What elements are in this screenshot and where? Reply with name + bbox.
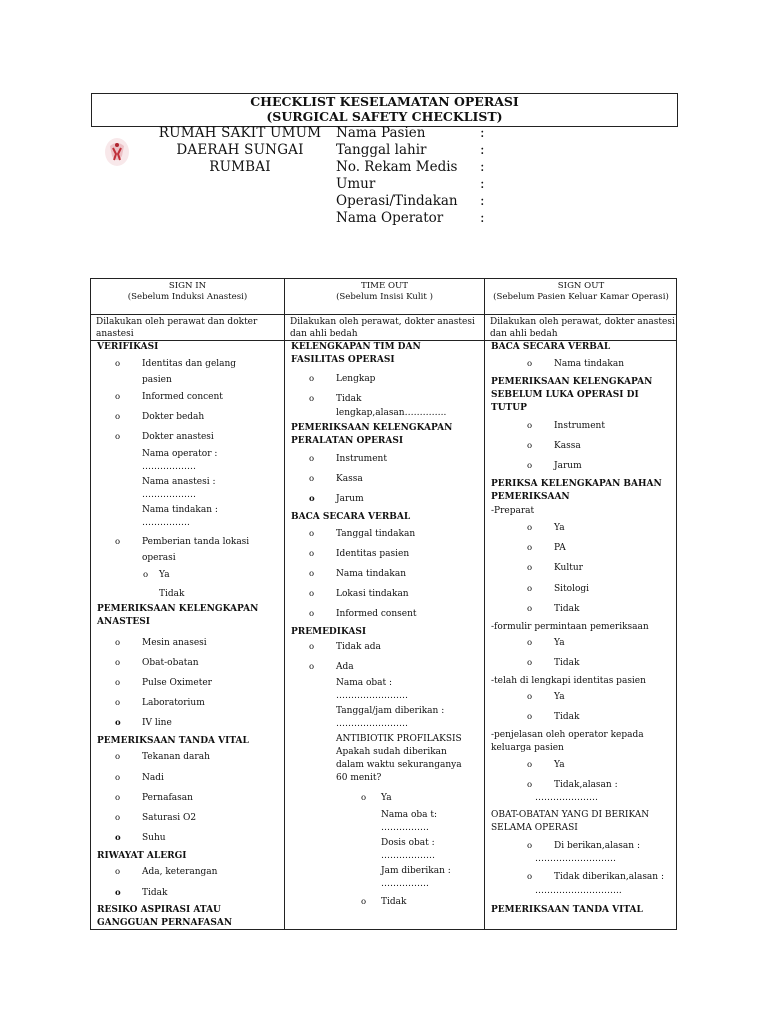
field-colon: : xyxy=(480,159,485,175)
checklist-option: Tidak xyxy=(554,712,580,722)
checkbox-bullet-icon[interactable]: o xyxy=(527,780,533,790)
item-text: Apakah sudah diberikan xyxy=(336,747,447,757)
checkbox-bullet-icon[interactable]: o xyxy=(115,432,121,442)
checkbox-bullet-icon[interactable]: o xyxy=(115,678,121,688)
field-no-rekam-medis[interactable] xyxy=(336,159,485,176)
item-text: ……………… xyxy=(142,490,196,500)
sign-in-header xyxy=(91,281,284,303)
checklist-option: Tidak xyxy=(554,658,580,668)
checkbox-bullet-icon[interactable]: o xyxy=(115,888,121,898)
checkbox-bullet-icon[interactable]: o xyxy=(115,412,121,422)
column-divider xyxy=(284,279,285,929)
field-nama-pasien[interactable] xyxy=(336,125,485,142)
checklist-option: Kultur xyxy=(554,563,583,573)
checkbox-bullet-icon[interactable]: o xyxy=(115,833,121,843)
checkbox-bullet-icon[interactable]: o xyxy=(527,712,533,722)
checklist-option: Tekanan darah xyxy=(142,752,210,762)
checklist-option: Tidak xyxy=(381,897,407,907)
checklist-subtitle: (SURGICAL SAFETY CHECKLIST) xyxy=(266,109,503,124)
section-heading: ANASTESI xyxy=(97,617,150,627)
checkbox-bullet-icon[interactable]: o xyxy=(115,537,121,547)
checkbox-bullet-icon[interactable]: o xyxy=(309,454,315,464)
section-heading: BACA SECARA VERBAL xyxy=(291,512,411,522)
checklist-option: Kassa xyxy=(336,474,363,484)
section-heading: BACA SECARA VERBAL xyxy=(491,342,611,352)
item-text: Tidak xyxy=(159,589,185,599)
checklist-table xyxy=(90,278,677,930)
item-text: -Preparat xyxy=(491,506,535,516)
checklist-option: PA xyxy=(554,543,566,553)
item-text: 60 menit? xyxy=(336,773,382,783)
section-heading: PERIKSA KELENGKAPAN BAHAN xyxy=(491,479,662,489)
checkbox-bullet-icon[interactable]: o xyxy=(115,867,121,877)
section-heading: PEMERIKSAAN TANDA VITAL xyxy=(97,736,249,746)
item-text: Nama anastesi : xyxy=(142,477,216,487)
checklist-option: Ya xyxy=(554,638,565,648)
field-umur[interactable] xyxy=(336,176,485,193)
checklist-option: Tidak,alasan : xyxy=(554,780,618,790)
section-heading: PEMERIKSAAN KELENGKAPAN xyxy=(491,377,653,387)
checklist-option: Mesin anasesi xyxy=(142,638,207,648)
item-text: ……………………… xyxy=(535,854,616,864)
field-label: Nama Operator xyxy=(336,210,444,226)
field-label: No. Rekam Medis xyxy=(336,159,458,175)
item-text: dalam waktu sekuranganya xyxy=(336,760,462,770)
checkbox-bullet-icon[interactable]: o xyxy=(309,529,315,539)
checklist-option: Tidak xyxy=(336,394,362,404)
item-text: ……………… xyxy=(142,462,196,472)
column-subtitle: (Sebelum Insisi Kulit ) xyxy=(336,292,433,302)
checklist-option: Lokasi tindakan xyxy=(336,589,409,599)
checklist-option: Ada xyxy=(336,662,354,672)
checklist-option: Tidak ada xyxy=(336,642,381,652)
item-text: ……………. xyxy=(381,823,429,833)
field-label: Tanggal lahir xyxy=(336,142,427,158)
column-title: TIME OUT xyxy=(361,281,408,291)
checkbox-bullet-icon[interactable]: o xyxy=(527,441,533,451)
column-subtitle: (Sebelum Pasien Keluar Kamar Operasi) xyxy=(493,292,669,302)
item-text: …………………… xyxy=(336,691,408,701)
item-text: ……………………….. xyxy=(535,886,622,896)
checklist-option: Tanggal tindakan xyxy=(336,529,416,539)
checklist-option: Lengkap xyxy=(336,374,376,384)
checkbox-bullet-icon[interactable]: o xyxy=(527,872,533,882)
section-heading: FASILITAS OPERASI xyxy=(291,355,395,365)
item-text: ……………… xyxy=(381,851,435,861)
checklist-title: CHECKLIST KESELAMATAN OPERASI xyxy=(250,94,519,109)
checkbox-bullet-icon[interactable]: o xyxy=(309,589,315,599)
checklist-option: Di berikan,alasan : xyxy=(554,841,640,851)
checkbox-bullet-icon[interactable]: o xyxy=(361,793,367,803)
patient-identity-fields xyxy=(336,125,485,227)
hospital-name xyxy=(150,125,330,176)
checkbox-bullet-icon[interactable]: o xyxy=(115,359,121,369)
checkbox-bullet-icon[interactable]: o xyxy=(527,461,533,471)
checklist-option: Identitas dan gelang xyxy=(142,359,237,369)
checklist-title-box xyxy=(91,93,678,127)
checklist-option: Ya xyxy=(554,523,565,533)
column-divider xyxy=(484,279,485,929)
item-text: -telah di lengkapi identitas pasien xyxy=(491,676,646,686)
item-text: Jam diberikan : xyxy=(381,866,451,876)
checkbox-bullet-icon[interactable]: o xyxy=(309,642,315,652)
checkbox-bullet-icon[interactable]: o xyxy=(115,658,121,668)
field-nama-operator[interactable] xyxy=(336,210,485,227)
checklist-option: Tidak xyxy=(554,604,580,614)
checklist-option: Instrument xyxy=(336,454,387,464)
item-text: ANTIBIOTIK PROFILAKSIS xyxy=(336,734,462,744)
column-subtitle: (Sebelum Induksi Anastesi) xyxy=(127,292,248,302)
checklist-option: Pulse Oximeter xyxy=(142,678,212,688)
item-text: -penjelasan oleh operator kepada xyxy=(491,730,644,740)
checklist-option: Pernafasan xyxy=(142,793,193,803)
checkbox-bullet-icon[interactable]: o xyxy=(309,549,315,559)
checklist-option: Jarum xyxy=(554,461,582,471)
field-colon: : xyxy=(480,193,485,209)
checkbox-bullet-icon[interactable]: o xyxy=(115,718,121,728)
checklist-option: Kassa xyxy=(554,441,581,451)
section-heading: PERALATAN OPERASI xyxy=(291,436,404,446)
checklist-option: Informed consent xyxy=(336,609,417,619)
field-colon: : xyxy=(480,142,485,158)
checkbox-bullet-icon[interactable]: o xyxy=(527,841,533,851)
checkbox-bullet-icon[interactable]: o xyxy=(309,474,315,484)
checklist-option: Ada, keterangan xyxy=(142,867,218,877)
checkbox-bullet-icon[interactable]: o xyxy=(527,563,533,573)
field-operasi-tindakan[interactable] xyxy=(336,193,485,210)
checklist-option: IV line xyxy=(142,718,172,728)
section-heading: PEMERIKSAAN TANDA VITAL xyxy=(491,905,643,915)
item-text: Nama tindakan : xyxy=(142,505,218,515)
checkbox-bullet-icon[interactable]: o xyxy=(309,609,315,619)
field-label: Nama Pasien xyxy=(336,125,426,141)
hospital-logo-icon xyxy=(102,136,132,168)
time-out-header xyxy=(285,281,484,303)
checkbox-bullet-icon[interactable]: o xyxy=(527,658,533,668)
checkbox-bullet-icon[interactable]: o xyxy=(527,760,533,770)
checklist-option: Tidak xyxy=(142,888,168,898)
hospital-name-line-3: RUMBAI xyxy=(209,159,271,175)
checkbox-bullet-icon[interactable]: o xyxy=(527,359,533,369)
section-heading: PEMERIKSAAN xyxy=(491,492,570,502)
checklist-option: Ya xyxy=(554,760,565,770)
checklist-option: Laboratorium xyxy=(142,698,205,708)
item-text: ……………. xyxy=(381,879,429,889)
checkbox-bullet-icon[interactable]: o xyxy=(115,638,121,648)
checkbox-bullet-icon[interactable]: o xyxy=(527,584,533,594)
item-text: Tanggal/jam diberikan : xyxy=(336,706,445,716)
checkbox-bullet-icon[interactable]: o xyxy=(309,494,315,504)
item-text: pasien xyxy=(142,375,172,385)
checkbox-bullet-icon[interactable]: o xyxy=(115,392,121,402)
row-divider xyxy=(91,314,676,315)
hospital-name-line-1: RUMAH SAKIT UMUM xyxy=(158,125,322,141)
checkbox-bullet-icon[interactable]: o xyxy=(527,543,533,553)
checkbox-bullet-icon[interactable]: o xyxy=(527,523,533,533)
checkbox-bullet-icon[interactable]: o xyxy=(115,813,121,823)
checklist-option: Obat-obatan xyxy=(142,658,199,668)
item-text: ………………… xyxy=(535,793,598,803)
checklist-option: Nama tindakan xyxy=(554,359,625,369)
sign-out-header xyxy=(485,281,677,303)
field-colon: : xyxy=(480,176,485,192)
checklist-option: Ya xyxy=(159,570,170,580)
section-heading: PEMERIKSAAN KELENGKAPAN xyxy=(291,423,453,433)
checkbox-bullet-icon[interactable]: o xyxy=(115,698,121,708)
checklist-option: Sitologi xyxy=(554,584,590,594)
field-colon: : xyxy=(480,125,485,141)
checkbox-bullet-icon[interactable]: o xyxy=(143,570,149,580)
section-heading: PREMEDIKASI xyxy=(291,627,367,637)
checklist-option: Ya xyxy=(381,793,392,803)
item-text: Dosis obat : xyxy=(381,838,435,848)
checklist-option: Dokter anastesi xyxy=(142,432,214,442)
section-heading: PEMERIKSAAN KELENGKAPAN xyxy=(97,604,259,614)
item-text: operasi xyxy=(142,553,176,563)
checklist-option: Informed concent xyxy=(142,392,223,402)
section-heading: VERIFIKASI xyxy=(97,342,159,352)
checklist-option: Nadi xyxy=(142,773,164,783)
item-text: Nama oba t: xyxy=(381,810,438,820)
item-text: -formulir permintaan pemeriksaan xyxy=(491,622,649,632)
sign-out-performer: Dilakukan oleh perawat, dokter anastesi dan ahli bedah xyxy=(490,317,675,339)
field-label: Umur xyxy=(336,176,376,192)
checklist-option: Identitas pasien xyxy=(336,549,410,559)
checkbox-bullet-icon[interactable]: o xyxy=(309,374,315,384)
checkbox-bullet-icon[interactable]: o xyxy=(115,773,121,783)
checklist-option: Nama tindakan xyxy=(336,569,407,579)
checklist-option: Saturasi O2 xyxy=(142,813,197,823)
checklist-option: Instrument xyxy=(554,421,605,431)
hospital-name-line-2: DAERAH SUNGAI xyxy=(176,142,304,158)
section-heading: KELENGKAPAN TIM DAN xyxy=(291,342,421,352)
field-label: Operasi/Tindakan xyxy=(336,193,458,209)
item-text: ……………. xyxy=(142,518,190,528)
time-out-performer: Dilakukan oleh perawat, dokter anastesi dan ahli bedah xyxy=(290,317,475,339)
section-heading: RIWAYAT ALERGI xyxy=(97,851,187,861)
column-title: SIGN OUT xyxy=(557,281,605,291)
section-heading: SEBELUM LUKA OPERASI DI xyxy=(491,390,639,400)
item-text: …………………… xyxy=(336,719,408,729)
checkbox-bullet-icon[interactable]: o xyxy=(309,394,315,404)
checklist-option: Dokter bedah xyxy=(142,412,205,422)
checkbox-bullet-icon[interactable]: o xyxy=(115,752,121,762)
checkbox-bullet-icon[interactable]: o xyxy=(527,638,533,648)
checkbox-bullet-icon[interactable]: o xyxy=(527,604,533,614)
checkbox-bullet-icon[interactable]: o xyxy=(527,421,533,431)
checkbox-bullet-icon[interactable]: o xyxy=(361,897,367,907)
checklist-option: Suhu xyxy=(142,833,166,843)
field-tanggal-lahir[interactable] xyxy=(336,142,485,159)
section-heading: RESIKO ASPIRASI ATAU xyxy=(97,905,221,915)
field-colon: : xyxy=(480,210,485,226)
sign-in-performer: Dilakukan oleh perawat dan dokter anastesi xyxy=(96,317,258,339)
checkbox-bullet-icon[interactable]: o xyxy=(309,569,315,579)
checkbox-bullet-icon[interactable]: o xyxy=(115,793,121,803)
checklist-option: Tidak diberikan,alasan : xyxy=(554,872,664,882)
item-text: Nama obat : xyxy=(336,678,393,688)
item-text: lengkap,alasan………….. xyxy=(336,408,447,418)
column-title: SIGN IN xyxy=(168,281,207,291)
item-text: Nama operator : xyxy=(142,449,218,459)
section-heading: GANGGUAN PERNAFASAN xyxy=(97,918,233,928)
section-heading: TUTUP xyxy=(491,403,527,413)
checklist-option: Ya xyxy=(554,692,565,702)
item-text: SELAMA OPERASI xyxy=(491,823,578,833)
checklist-option: Jarum xyxy=(336,494,364,504)
checklist-option: Pemberian tanda lokasi xyxy=(142,537,250,547)
item-text: OBAT-OBATAN YANG DI BERIKAN xyxy=(491,810,650,820)
checkbox-bullet-icon[interactable]: o xyxy=(527,692,533,702)
item-text: keluarga pasien xyxy=(491,743,564,753)
checkbox-bullet-icon[interactable]: o xyxy=(309,662,315,672)
